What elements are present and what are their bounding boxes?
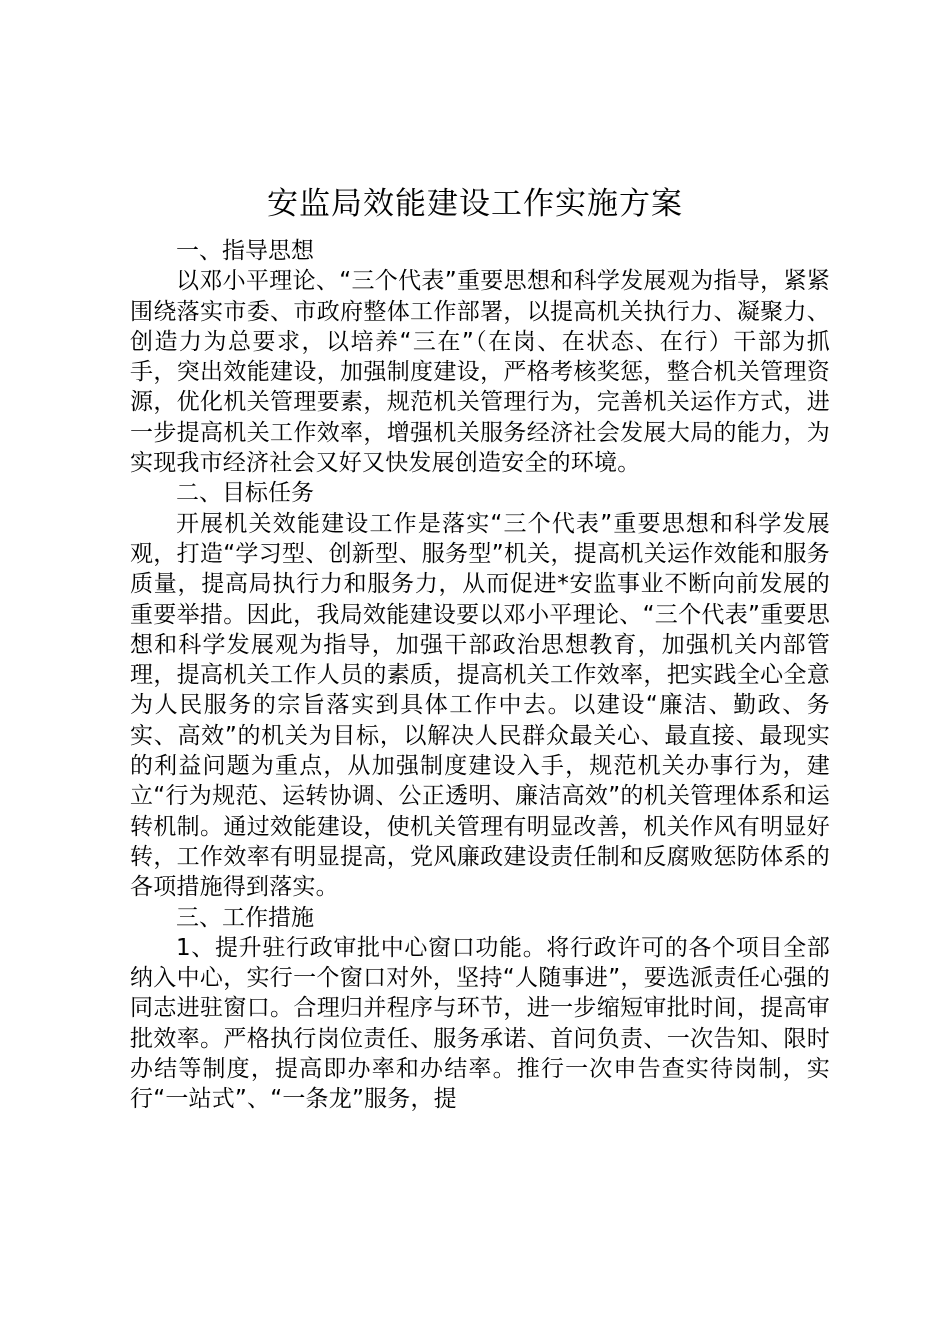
section-heading-goals-tasks: 二、目标任务 bbox=[176, 480, 314, 507]
section-paragraph: 开展机关效能建设工作是落实“三个代表”重要思想和科学发展观，打造“学习型、创新型、服务型”机关，提高机关运作效能和服务质量，提高局执行力和服务力，从而促进*安监事业不断向前发展的重要举措。因此，我局效能建设要以邓小平理论、“三个代表”重要思想和科学发展观为指导，加强干部政治思想教育，加强机关内部管理，提高机关工作人员的素质，提高机关工作效率，把实践全心全意为人民服务的宗旨落实到具体工作中去。以建设“廉洁、勤政、务实、高效”的机关为目标，以解决人民群众最关心、最直接、最现实的利益问题为重点，从加强制度建设入手，规范机关办事行为，建立“行为规范、运转协调、公正透明、廉洁高效”的机关管理体系和运转机制。通过效能建设，使机关管理有明显改善，机关作风有明显好转，工作效率有明显提高，党风廉政建设责任制和反腐败惩防体系的各项措施得到落实。 bbox=[130, 510, 830, 901]
document-title: 安监局效能建设工作实施方案 bbox=[267, 186, 683, 222]
document-body bbox=[130, 236, 830, 1115]
section-paragraph: 以邓小平理论、“三个代表”重要思想和科学发展观为指导，紧紧围绕落实市委、市政府整体工作部署，以提高机关执行力、凝聚力、创造力为总要求，以培养“三在”（在岗、在状态、在行）干部为抓手，突出效能建设，加强制度建设，严格考核奖惩，整合机关管理资源，优化机关管理要素，规范机关管理行为，完善机关运作方式，进一步提高机关工作效率，增强机关服务经济社会发展大局的能力，为实现我市经济社会又好又快发展创造安全的环境。 bbox=[130, 268, 830, 477]
section-heading-guiding-ideology: 一、指导思想 bbox=[176, 238, 314, 264]
section-paragraph: 1、提升驻行政审批中心窗口功能。将行政许可的各个项目全部纳入中心，实行一个窗口对外，坚持“人随事进”，要选派责任心强的同志进驻窗口。合理归并程序与环节，进一步缩短审批时间，提高审批效率。严格执行岗位责任、服务承诺、首问负责、一次告知、限时办结等制度，提高即办率和办结率。推行一次申告查实待岗制，实行“一站式”、“一条龙”服务，提 bbox=[130, 934, 830, 1113]
section-heading-work-measures: 三、工作措施 bbox=[176, 904, 314, 931]
